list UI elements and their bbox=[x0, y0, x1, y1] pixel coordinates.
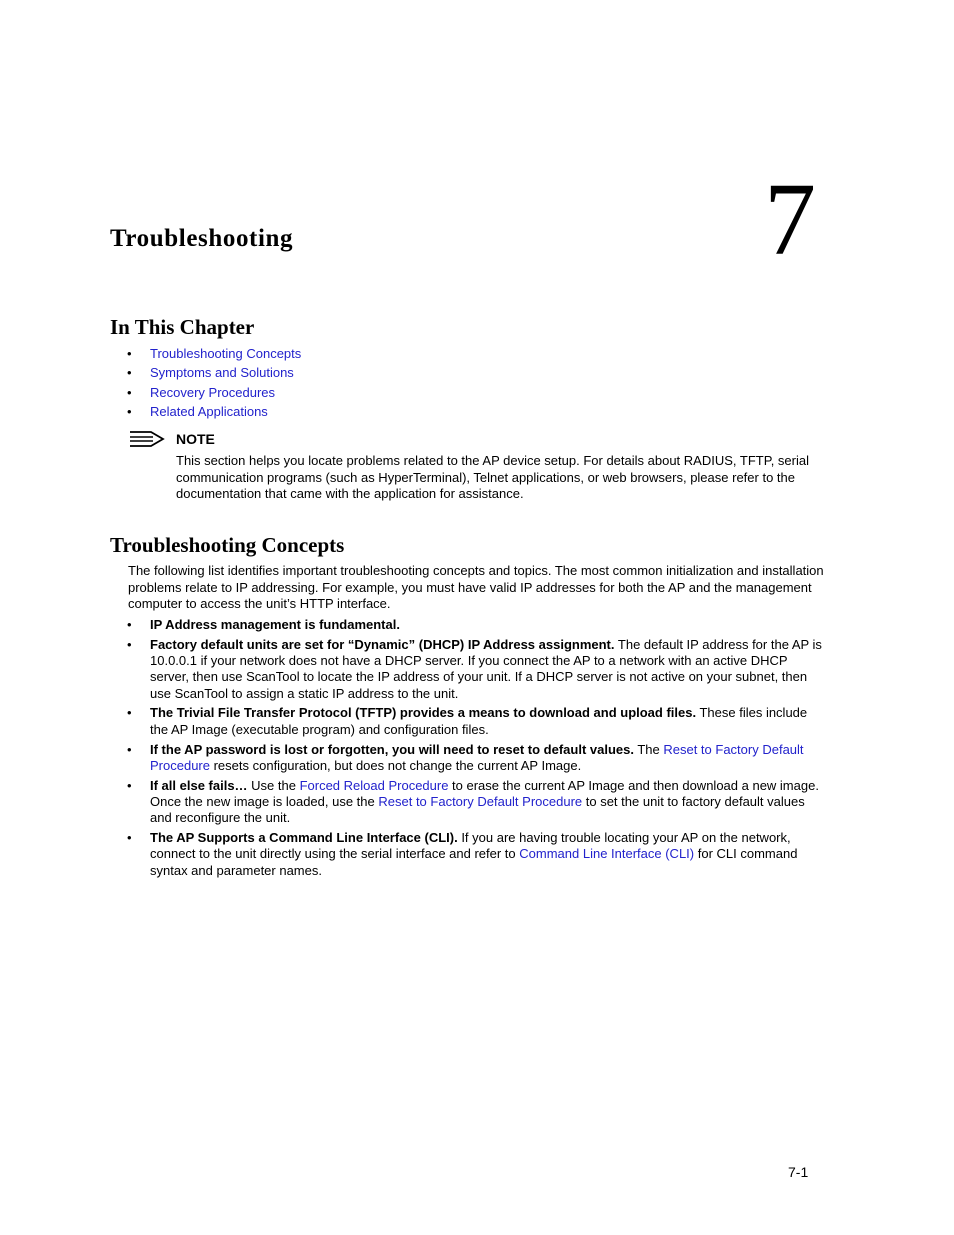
list-item bbox=[127, 742, 827, 775]
bullet: • bbox=[127, 617, 132, 632]
bullet: • bbox=[127, 830, 132, 846]
item-bold: If the AP password is lost or forgotten, you will need to reset to default values. bbox=[150, 741, 634, 757]
concepts-intro: The following list identifies important troubleshooting concepts and topics. The most common initialization and installation problems relate to IP addressing. For example, you must have valid IP addresses for both the AP and the management computer to access the unit’s HTTP interface. bbox=[128, 563, 824, 611]
bullet: • bbox=[127, 346, 132, 361]
link-reset-to-factory-default[interactable]: Reset to Factory Default Procedure bbox=[378, 793, 583, 809]
item-text: These files include the AP Image (executable program) and configuration files. bbox=[150, 705, 808, 737]
toc-link-recovery-procedures[interactable]: Recovery Procedures bbox=[150, 384, 275, 400]
link-reset-to-factory-default[interactable]: Reset to Factory Default Procedure bbox=[150, 741, 804, 773]
note-label: NOTE bbox=[176, 431, 215, 447]
note-arrow-icon bbox=[129, 430, 165, 448]
list-item bbox=[127, 705, 827, 738]
toc-item bbox=[127, 344, 301, 363]
item-text: to set the unit to factory default values and reconfigure the unit. bbox=[150, 793, 805, 826]
item-text: If you are having trouble locating your AP on the network, connect to the unit directly using the serial interface and refer to bbox=[150, 830, 791, 862]
bullet: • bbox=[127, 705, 132, 721]
item-bold: IP Address management is fundamental. bbox=[150, 617, 400, 632]
toc-link-symptoms-and-solutions[interactable]: Symptoms and Solutions bbox=[150, 365, 294, 381]
toc-link-troubleshooting-concepts[interactable]: Troubleshooting Concepts bbox=[150, 346, 302, 361]
bullet: • bbox=[127, 741, 132, 757]
item-bold: If all else fails… bbox=[150, 777, 248, 793]
link-command-line-interface[interactable]: Command Line Interface (CLI) bbox=[519, 846, 695, 862]
toc-link-related-applications[interactable]: Related Applications bbox=[150, 403, 268, 419]
page-number: 7-1 bbox=[788, 1164, 809, 1180]
item-text: resets configuration, but does not change the current AP Image. bbox=[209, 757, 582, 773]
item-text: Use the bbox=[247, 777, 300, 793]
bullet: • bbox=[127, 384, 132, 400]
bullet: • bbox=[127, 777, 132, 793]
in-this-chapter-heading: In This Chapter bbox=[110, 315, 255, 339]
note-text: This section helps you locate problems related to the AP device setup. For details about RADIUS, TFTP, serial communication programs (such as HyperTerminal), Telnet applications, or web browsers, please refer to the documentation that came with the application for assistance. bbox=[176, 453, 809, 501]
item-bold: The AP Supports a Command Line Interface (CLI). bbox=[150, 830, 458, 846]
list-item bbox=[127, 778, 827, 827]
list-item bbox=[127, 617, 827, 633]
item-text: The bbox=[633, 741, 664, 757]
toc-item bbox=[127, 383, 301, 402]
concepts-list bbox=[127, 617, 827, 882]
chapter-number: 7 bbox=[764, 162, 816, 277]
link-forced-reload-procedure[interactable]: Forced Reload Procedure bbox=[299, 777, 449, 793]
bullet: • bbox=[127, 403, 132, 419]
list-item bbox=[127, 637, 827, 702]
bullet: • bbox=[127, 636, 132, 652]
chapter-toc bbox=[127, 344, 301, 421]
bullet: • bbox=[127, 365, 132, 381]
list-item bbox=[127, 830, 827, 879]
troubleshooting-concepts-heading: Troubleshooting Concepts bbox=[110, 533, 345, 557]
toc-item bbox=[127, 363, 301, 382]
item-bold: The Trivial File Transfer Protocol (TFTP) provides a means to download and upload files. bbox=[150, 705, 697, 721]
item-text: to erase the current AP Image and then download a new image. Once the new image is loaded, use the bbox=[150, 777, 819, 809]
item-text: The default IP address for the AP is 10.0.0.1 if your network does not have a DHCP server. If you connect the AP to a network with an active DHCP server, then use ScanTool to locate the IP address of your unit. If a DHCP server is not active on your subnet, then use ScanTool to assign a static IP address to the unit. bbox=[150, 636, 822, 701]
item-bold: Factory default units are set for “Dynamic” (DHCP) IP Address assignment. bbox=[150, 636, 615, 652]
item-text: for CLI command syntax and parameter names. bbox=[150, 846, 798, 878]
chapter-title: Troubleshooting bbox=[110, 225, 294, 252]
toc-item bbox=[127, 402, 301, 421]
